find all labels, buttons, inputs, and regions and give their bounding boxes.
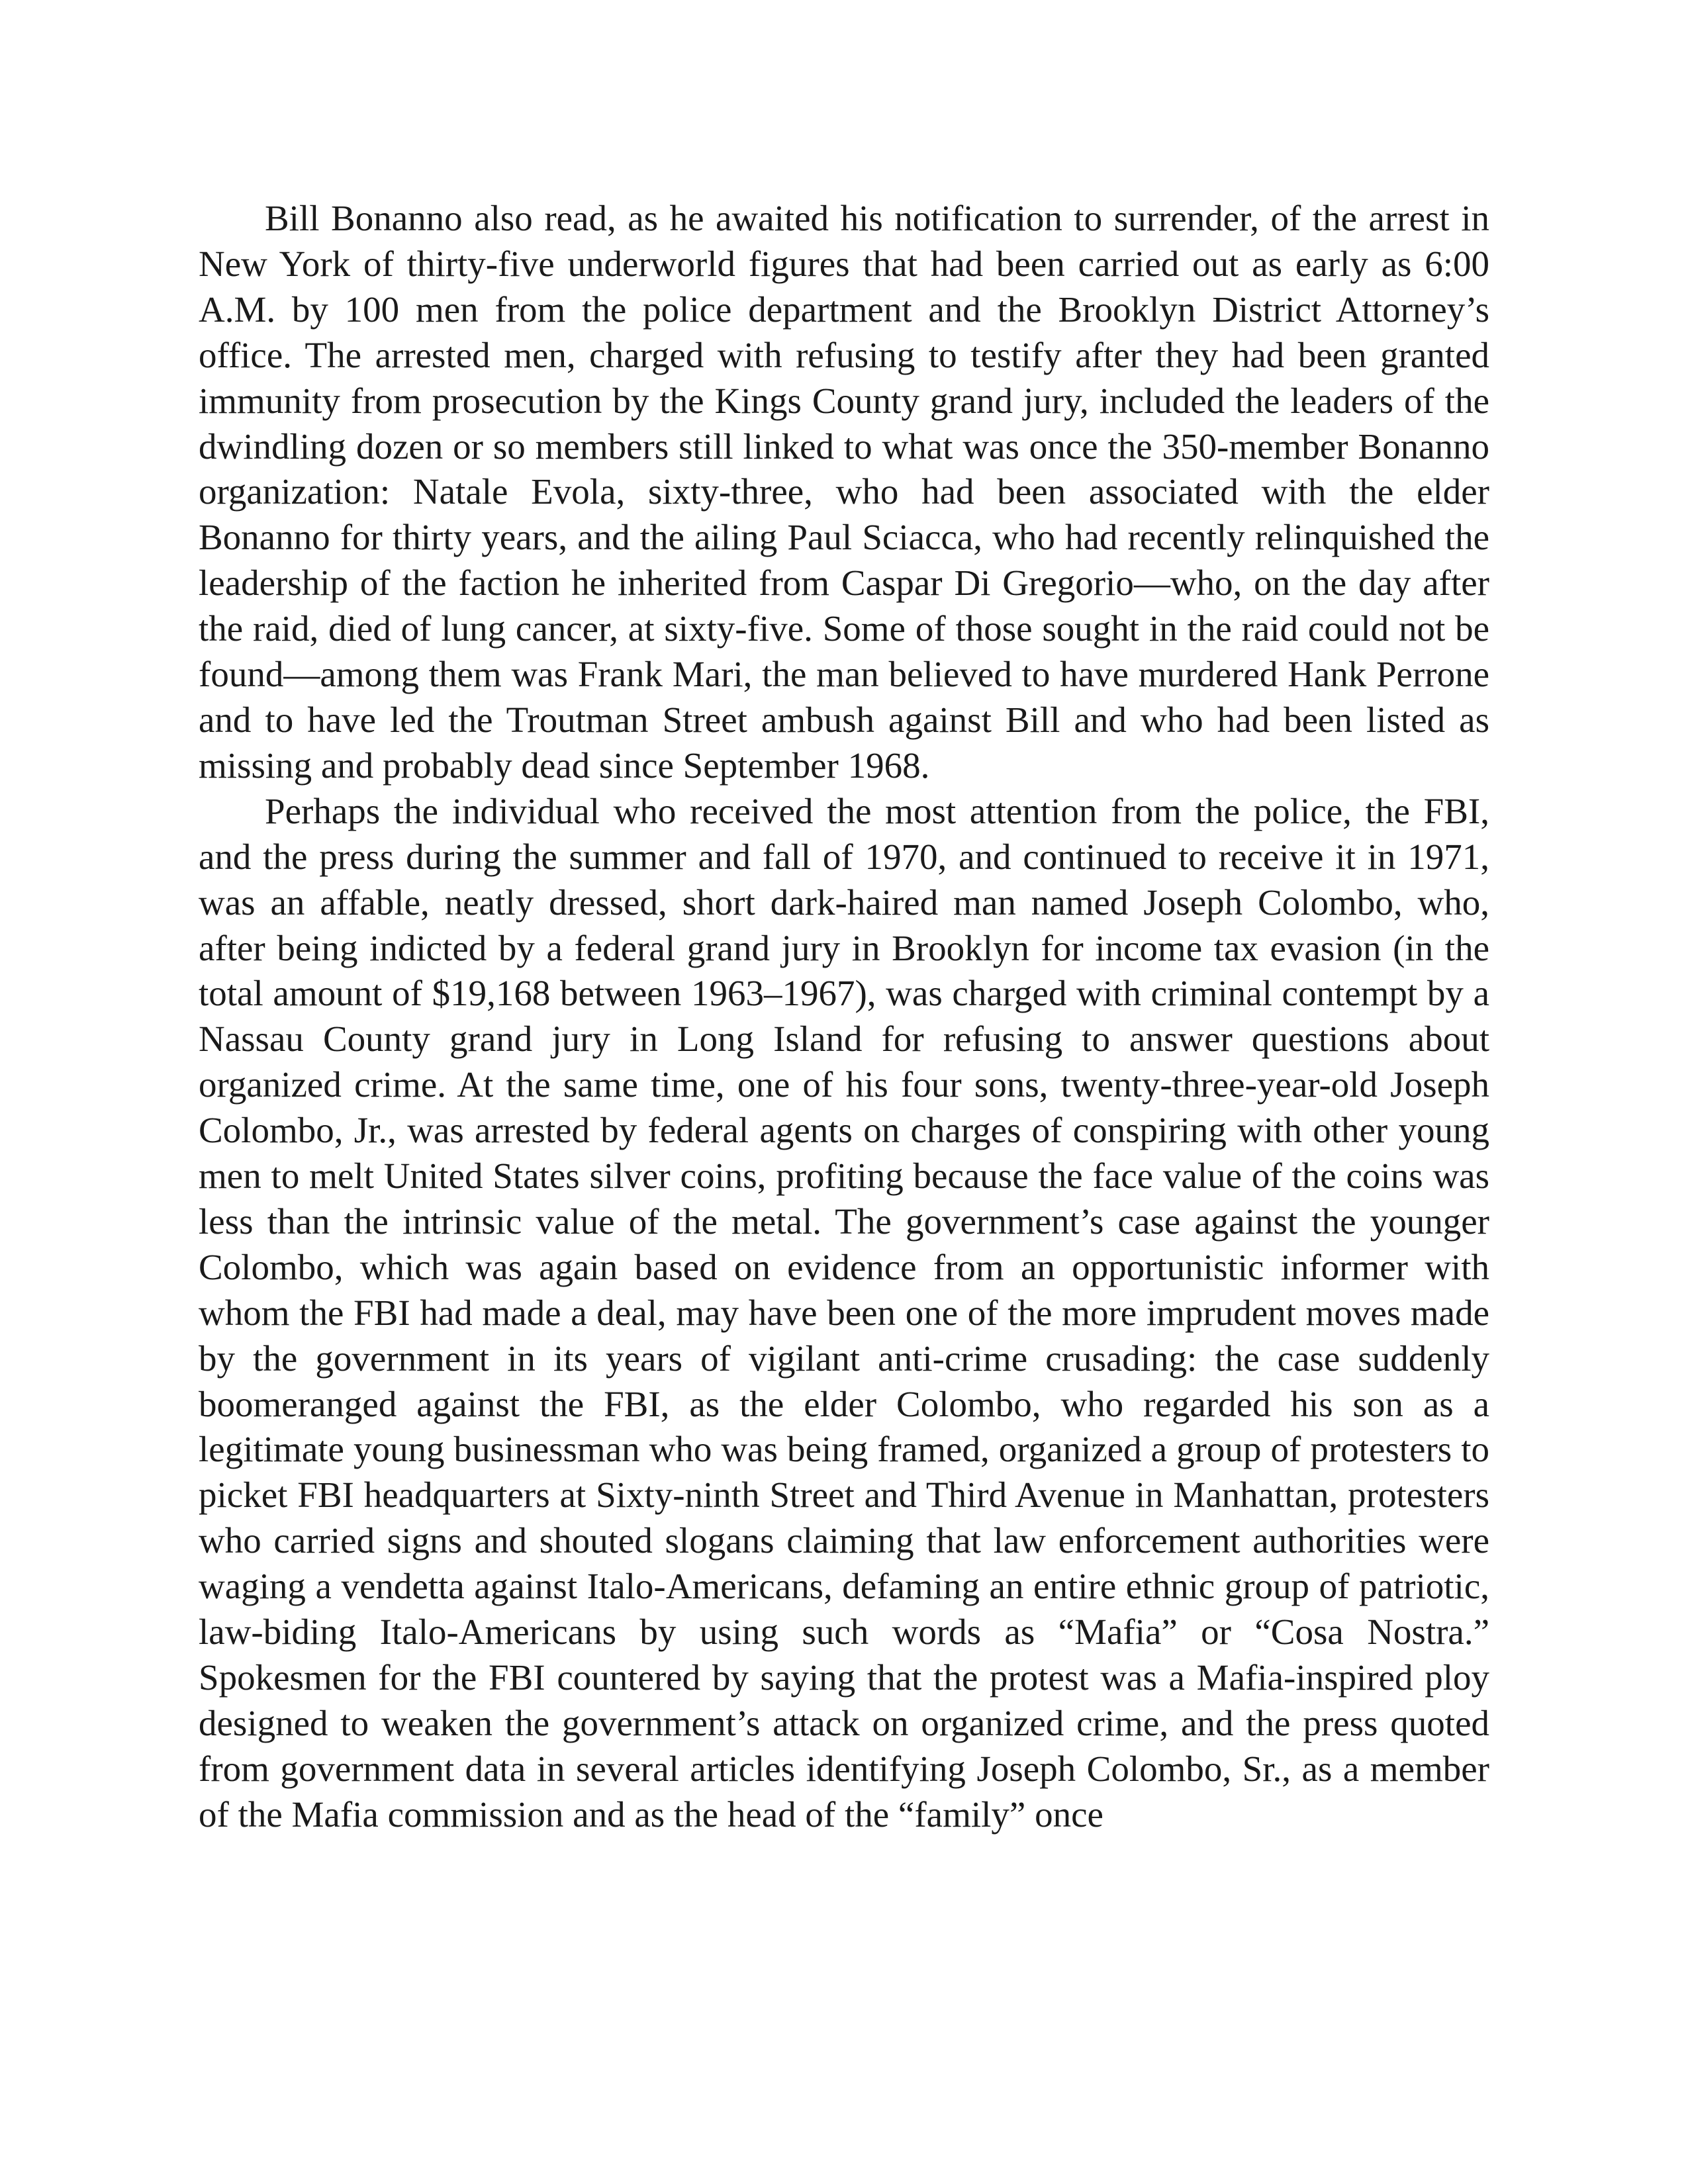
paragraph-bonanno-arrests: Bill Bonanno also read, as he awaited his notification to surrender, of the arrest in New York of thirty-five underworld figures that had been carried out as early as 6:00 A.M. by 100 men from the police department and the Brooklyn District Attorney’s office. The arrested men, charged with refusing to testify after they had been granted immunity from prosecution by the Kings County grand jury, included the leaders of the dwindling dozen or so members still linked to what was once the 350-member Bonanno organization: Natale Evola, sixty-three, who had been associated with the elder Bonanno for thirty years, and the ailing Paul Sciacca, who had recently relinquished the leadership of the faction he inherited from Caspar Di Gregorio—who, on the day after the raid, died of lung cancer, at sixty-five. Some of those sought in the raid could not be found—among them was Frank Mari, the man believed to have murdered Hank Perrone and to have led the Troutman Street ambush against Bill and who had been listed as missing and probably dead since September 1968. — [199, 198, 1489, 786]
paragraph-joseph-colombo: Perhaps the individual who received the most attention from the police, the FBI, and the press during the summer and fall of 1970, and continued to receive it in 1971, was an affable, neatly dressed, short dark-haired man named Joseph Colombo, who, after being indicted by a federal grand jury in Brooklyn for income tax evasion (in the total amount of $19,168 between 1963–1967), was charged with criminal contempt by a Nassau County grand jury in Long Island for refusing to answer questions about organized crime. At the same time, one of his four sons, twenty-three-year-old Joseph Colombo, Jr., was arrested by federal agents on charges of conspiring with other young men to melt United States silver coins, profiting because the face value of the coins was less than the intrinsic value of the metal. The government’s case against the younger Colombo, which was again based on evidence from an opportunistic informer with whom the FBI had made a deal, may have been one of the more imprudent moves made by the government in its years of vigilant anti-crime crusading: the case suddenly boomeranged against the FBI, as the elder Colombo, who regarded his son as a legitimate young businessman who was being framed, organized a group of protesters to picket FBI headquarters at Sixty-ninth Street and Third Avenue in Manhattan, protesters who carried signs and shouted slogans claiming that law enforcement authorities were waging a vendetta against Italo-Americans, defaming an entire ethnic group of patriotic, law-biding Italo-Americans by using such words as “Mafia” or “Cosa Nostra.” Spokesmen for the FBI countered by saying that the protest was a Mafia-inspired ploy designed to weaken the government’s attack on organized crime, and the press quoted from government data in several articles identifying Joseph Colombo, Sr., as a member of the Mafia commission and as the head of the “family” once — [199, 790, 1489, 1835]
document-page — [199, 196, 1489, 1838]
